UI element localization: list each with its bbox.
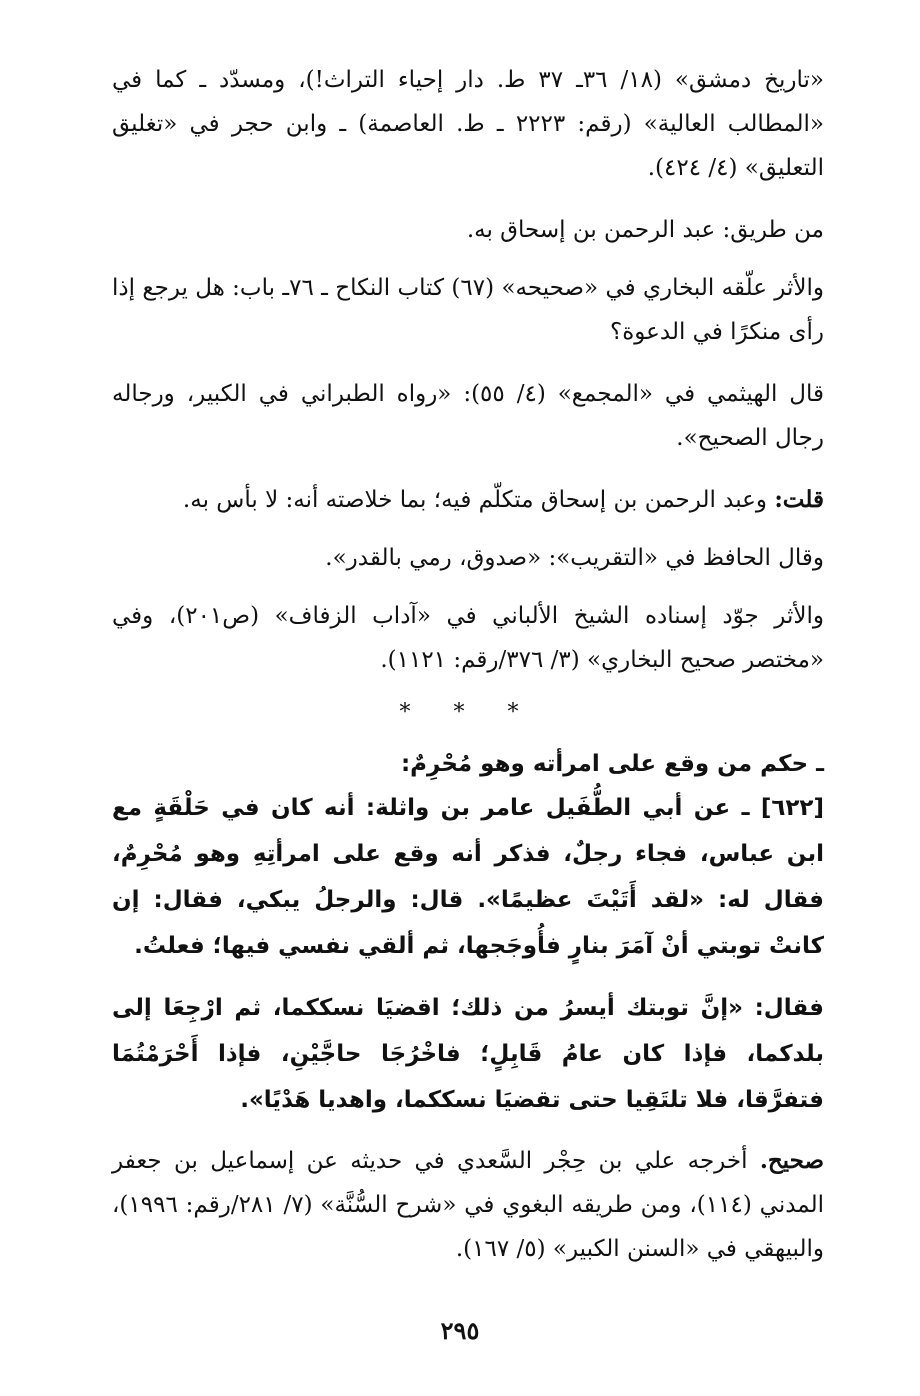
paragraph-2: من طريق: عبد الرحمن بن إسحاق به. (466, 217, 824, 243)
paragraph-1: «تاريخ دمشق» (١٨/ ٣٦ـ ٣٧ ط. دار إحياء التراث!)، ومسدّد ـ كما في «المطالب العالية» (رقم: ٢٢٢٣ ـ ط. العاصمة) ـ وابن حجر في «تغليق التعليق» (٤/ ٤٢٤). (112, 67, 825, 181)
hadith-text-2: فقال: «إنَّ توبتك أيسرُ من ذلك؛ اقضيَا نسككما، ثم ارْجِعَا إلى بلدكما، فإذا كان عامُ قَابِلٍ؛ فاخْرُجَا حاجَّيْنِ، فإذا أَحْرَمْتُمَا فتفرَّقا، فلا تلتَقِيا حتى تقضيَا نسككما، واهديا هَدْيًا». (112, 995, 824, 1113)
section-heading: ـ حكم من وقع على امرأته وهو مُحْرِمٌ: (400, 751, 824, 777)
paragraph-5-text: وعبد الرحمن بن إسحاق متكلّم فيه؛ بما خلاصته أنه: لا بأس به. (182, 487, 775, 513)
paragraph-3: والأثر علّقه البخاري في «صحيحه» (٦٧) كتاب النكاح ـ ٧٦ـ باب: هل يرجع إذا رأى منكرًا في الدعوة؟ (112, 275, 824, 345)
page-body (112, 58, 824, 1289)
page-number: ٢٩٥ (440, 1316, 480, 1345)
paragraph-6: وقال الحافظ في «التقريب»: «صدوق، رمي بالقدر». (325, 545, 824, 571)
takhrij-paragraph (112, 1139, 824, 1271)
grade-label: صحيح. (759, 1147, 824, 1174)
hadith-text-1: [٦٢٢] ـ عن أبي الطُّفَيل عامر بن واثلة: أنه كان في حَلْقَةٍ مع ابن عباس، فجاء رجلٌ، فذكر أنه وقع على امرأتِهِ وهو مُحْرِمٌ، فقال له: «لقد أَتَيْتَ عظيمًا». قال: والرجلُ يبكي، فقال: إن كانتْ توبتي أنْ آمَرَ بنارٍ فأُوجَجها، ثم ألقي نفسي فيها؛ فعلتُ. (112, 795, 824, 959)
paragraph-4: قال الهيثمي في «المجمع» (٤/ ٥٥): «رواه الطبراني في الكبير، ورجاله رجال الصحيح». (112, 381, 825, 451)
paragraph-5 (112, 478, 824, 522)
qultu-label: قلت: (774, 486, 824, 513)
paragraph-7: والأثر جوّد إسناده الشيخ الألباني في «آداب الزفاف» (ص٢٠١)، وفي «مختصر صحيح البخاري» (٣/ ٣٧٦/رقم: ١١٢١). (112, 603, 825, 673)
takhrij-text: أخرجه علي بن حِجْر السَّعدي في حديثه عن إسماعيل بن جعفر المدني (١١٤)، ومن طريقه البغوي في «شرح السُّنَّة» (٧/ ٢٨١/رقم: ١٩٩٦)، والبيهقي في «السنن الكبير» (٥/ ١٦٧). (112, 1148, 824, 1262)
section-divider: * * * (399, 700, 537, 725)
